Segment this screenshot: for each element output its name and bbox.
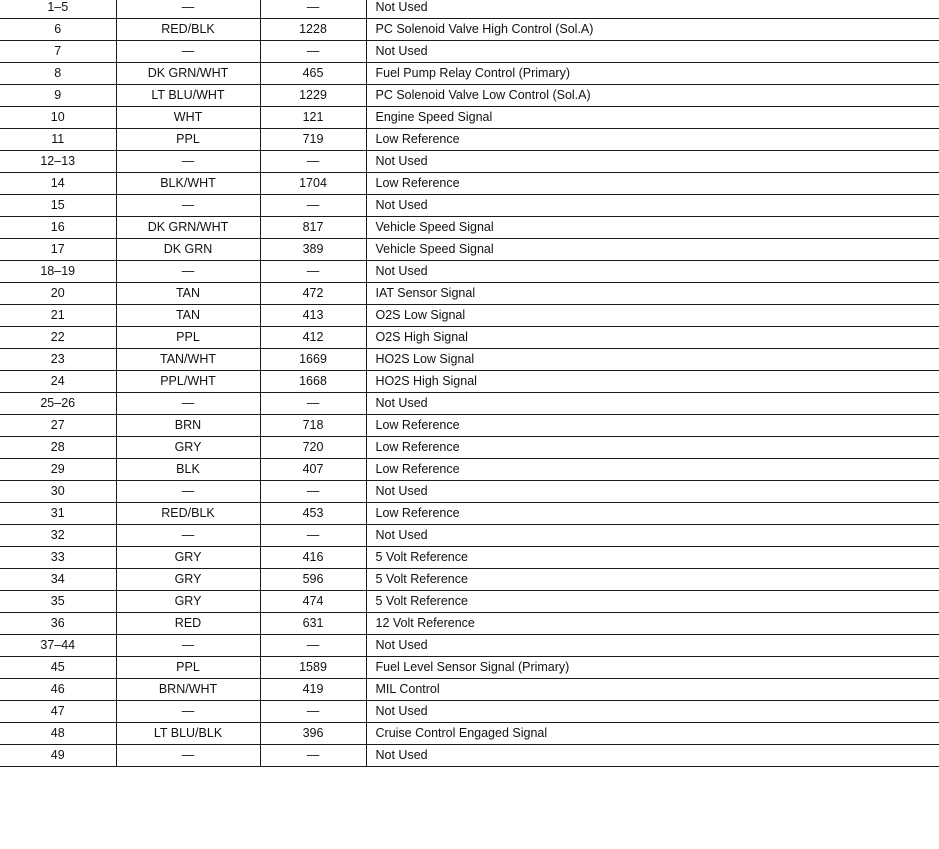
circuit-number-cell: — <box>260 261 366 283</box>
pin-number-cell: 11 <box>0 129 116 151</box>
function-cell: HO2S Low Signal <box>366 349 939 371</box>
function-cell: 5 Volt Reference <box>366 547 939 569</box>
pin-number-cell: 9 <box>0 85 116 107</box>
table-row <box>0 745 939 767</box>
circuit-number-cell: 1589 <box>260 657 366 679</box>
wire-color-cell: — <box>116 261 260 283</box>
wire-color-cell: PPL <box>116 657 260 679</box>
wire-color-cell: BLK <box>116 459 260 481</box>
pin-number-cell: 47 <box>0 701 116 723</box>
wire-color-cell: — <box>116 525 260 547</box>
pin-number-cell: 34 <box>0 569 116 591</box>
pin-number-cell: 33 <box>0 547 116 569</box>
table-row <box>0 239 939 261</box>
wire-color-cell: RED/BLK <box>116 19 260 41</box>
pin-number-cell: 36 <box>0 613 116 635</box>
wire-color-cell: — <box>116 481 260 503</box>
table-row <box>0 85 939 107</box>
function-cell: Vehicle Speed Signal <box>366 239 939 261</box>
pin-number-cell: 8 <box>0 63 116 85</box>
table-row <box>0 657 939 679</box>
circuit-number-cell: — <box>260 635 366 657</box>
pin-number-cell: 20 <box>0 283 116 305</box>
function-cell: 5 Volt Reference <box>366 569 939 591</box>
circuit-number-cell: — <box>260 393 366 415</box>
wire-color-cell: — <box>116 41 260 63</box>
table-row <box>0 41 939 63</box>
wire-color-cell: RED/BLK <box>116 503 260 525</box>
function-cell: IAT Sensor Signal <box>366 283 939 305</box>
function-cell: 12 Volt Reference <box>366 613 939 635</box>
pin-number-cell: 27 <box>0 415 116 437</box>
circuit-number-cell: — <box>260 195 366 217</box>
pin-number-cell: 49 <box>0 745 116 767</box>
pin-number-cell: 7 <box>0 41 116 63</box>
function-cell: HO2S High Signal <box>366 371 939 393</box>
wire-color-cell: — <box>116 635 260 657</box>
table-row <box>0 591 939 613</box>
table-row <box>0 613 939 635</box>
table-row <box>0 723 939 745</box>
wire-color-cell: BRN <box>116 415 260 437</box>
table-row <box>0 327 939 349</box>
wire-color-cell: TAN <box>116 305 260 327</box>
circuit-number-cell: 416 <box>260 547 366 569</box>
pin-number-cell: 37–44 <box>0 635 116 657</box>
wire-color-cell: LT BLU/WHT <box>116 85 260 107</box>
wire-color-cell: GRY <box>116 591 260 613</box>
function-cell: Not Used <box>366 525 939 547</box>
function-cell: MIL Control <box>366 679 939 701</box>
table-row <box>0 525 939 547</box>
table-row <box>0 63 939 85</box>
wire-color-cell: TAN/WHT <box>116 349 260 371</box>
wire-color-cell: PPL/WHT <box>116 371 260 393</box>
wire-color-cell: TAN <box>116 283 260 305</box>
function-cell: Low Reference <box>366 129 939 151</box>
function-cell: Low Reference <box>366 503 939 525</box>
function-cell: Not Used <box>366 0 939 19</box>
function-cell: Fuel Level Sensor Signal (Primary) <box>366 657 939 679</box>
table-row <box>0 0 939 19</box>
table-row <box>0 679 939 701</box>
circuit-number-cell: 1668 <box>260 371 366 393</box>
function-cell: Vehicle Speed Signal <box>366 217 939 239</box>
pin-number-cell: 23 <box>0 349 116 371</box>
wire-color-cell: PPL <box>116 327 260 349</box>
table-row <box>0 349 939 371</box>
function-cell: Low Reference <box>366 459 939 481</box>
function-cell: Not Used <box>366 701 939 723</box>
circuit-number-cell: 817 <box>260 217 366 239</box>
pin-number-cell: 25–26 <box>0 393 116 415</box>
circuit-number-cell: 419 <box>260 679 366 701</box>
pin-number-cell: 31 <box>0 503 116 525</box>
pin-number-cell: 17 <box>0 239 116 261</box>
wire-color-cell: DK GRN <box>116 239 260 261</box>
table-row <box>0 437 939 459</box>
wire-color-cell: — <box>116 0 260 19</box>
pin-number-cell: 12–13 <box>0 151 116 173</box>
function-cell: PC Solenoid Valve High Control (Sol.A) <box>366 19 939 41</box>
function-cell: Low Reference <box>366 415 939 437</box>
circuit-number-cell: 719 <box>260 129 366 151</box>
function-cell: Not Used <box>366 261 939 283</box>
circuit-number-cell: — <box>260 525 366 547</box>
function-cell: Low Reference <box>366 437 939 459</box>
circuit-number-cell: 396 <box>260 723 366 745</box>
table-row <box>0 481 939 503</box>
table-row <box>0 547 939 569</box>
circuit-number-cell: 407 <box>260 459 366 481</box>
circuit-number-cell: 474 <box>260 591 366 613</box>
pin-number-cell: 18–19 <box>0 261 116 283</box>
wire-color-cell: GRY <box>116 437 260 459</box>
pin-number-cell: 48 <box>0 723 116 745</box>
function-cell: Not Used <box>366 41 939 63</box>
pin-number-cell: 24 <box>0 371 116 393</box>
table-row <box>0 261 939 283</box>
pin-number-cell: 14 <box>0 173 116 195</box>
pin-number-cell: 22 <box>0 327 116 349</box>
pin-number-cell: 6 <box>0 19 116 41</box>
table-row <box>0 371 939 393</box>
table-row <box>0 415 939 437</box>
pin-number-cell: 21 <box>0 305 116 327</box>
function-cell: O2S High Signal <box>366 327 939 349</box>
table-row <box>0 107 939 129</box>
pin-number-cell: 16 <box>0 217 116 239</box>
wire-color-cell: WHT <box>116 107 260 129</box>
circuit-number-cell: — <box>260 151 366 173</box>
table-row <box>0 19 939 41</box>
circuit-number-cell: 1228 <box>260 19 366 41</box>
function-cell: Low Reference <box>366 173 939 195</box>
wire-color-cell: LT BLU/BLK <box>116 723 260 745</box>
function-cell: Cruise Control Engaged Signal <box>366 723 939 745</box>
table-row <box>0 305 939 327</box>
circuit-number-cell: 631 <box>260 613 366 635</box>
circuit-number-cell: 465 <box>260 63 366 85</box>
function-cell: Engine Speed Signal <box>366 107 939 129</box>
pin-number-cell: 29 <box>0 459 116 481</box>
circuit-number-cell: — <box>260 481 366 503</box>
table-row <box>0 701 939 723</box>
wire-color-cell: — <box>116 195 260 217</box>
circuit-number-cell: 1704 <box>260 173 366 195</box>
wire-color-cell: GRY <box>116 547 260 569</box>
function-cell: Not Used <box>366 481 939 503</box>
function-cell: PC Solenoid Valve Low Control (Sol.A) <box>366 85 939 107</box>
wire-color-cell: — <box>116 745 260 767</box>
table-row <box>0 635 939 657</box>
wire-color-cell: RED <box>116 613 260 635</box>
circuit-number-cell: 389 <box>260 239 366 261</box>
table-row <box>0 129 939 151</box>
pin-number-cell: 10 <box>0 107 116 129</box>
table-row <box>0 217 939 239</box>
wire-color-cell: — <box>116 701 260 723</box>
function-cell: Not Used <box>366 195 939 217</box>
circuit-number-cell: — <box>260 745 366 767</box>
circuit-number-cell: 413 <box>260 305 366 327</box>
circuit-number-cell: — <box>260 0 366 19</box>
pin-number-cell: 28 <box>0 437 116 459</box>
circuit-number-cell: 596 <box>260 569 366 591</box>
circuit-number-cell: 453 <box>260 503 366 525</box>
pin-number-cell: 30 <box>0 481 116 503</box>
pin-number-cell: 35 <box>0 591 116 613</box>
wire-color-cell: GRY <box>116 569 260 591</box>
table-row <box>0 151 939 173</box>
wire-color-cell: — <box>116 151 260 173</box>
circuit-number-cell: — <box>260 701 366 723</box>
table-row <box>0 503 939 525</box>
function-cell: Not Used <box>366 151 939 173</box>
table-row <box>0 393 939 415</box>
circuit-number-cell: 1229 <box>260 85 366 107</box>
circuit-number-cell: 1669 <box>260 349 366 371</box>
table-row <box>0 195 939 217</box>
circuit-number-cell: 718 <box>260 415 366 437</box>
wire-color-cell: PPL <box>116 129 260 151</box>
wire-color-cell: — <box>116 393 260 415</box>
circuit-number-cell: 472 <box>260 283 366 305</box>
pin-number-cell: 15 <box>0 195 116 217</box>
function-cell: Fuel Pump Relay Control (Primary) <box>366 63 939 85</box>
circuit-number-cell: 412 <box>260 327 366 349</box>
function-cell: Not Used <box>366 635 939 657</box>
function-cell: Not Used <box>366 393 939 415</box>
function-cell: 5 Volt Reference <box>366 591 939 613</box>
table-row <box>0 459 939 481</box>
table-row <box>0 283 939 305</box>
function-cell: O2S Low Signal <box>366 305 939 327</box>
wire-color-cell: BRN/WHT <box>116 679 260 701</box>
pin-number-cell: 1–5 <box>0 0 116 19</box>
circuit-number-cell: 121 <box>260 107 366 129</box>
circuit-number-cell: — <box>260 41 366 63</box>
wire-color-cell: DK GRN/WHT <box>116 217 260 239</box>
pin-number-cell: 46 <box>0 679 116 701</box>
circuit-number-cell: 720 <box>260 437 366 459</box>
function-cell: Not Used <box>366 745 939 767</box>
wire-color-cell: BLK/WHT <box>116 173 260 195</box>
table-row <box>0 173 939 195</box>
pin-number-cell: 32 <box>0 525 116 547</box>
wire-color-cell: DK GRN/WHT <box>116 63 260 85</box>
table-row <box>0 569 939 591</box>
pin-number-cell: 45 <box>0 657 116 679</box>
